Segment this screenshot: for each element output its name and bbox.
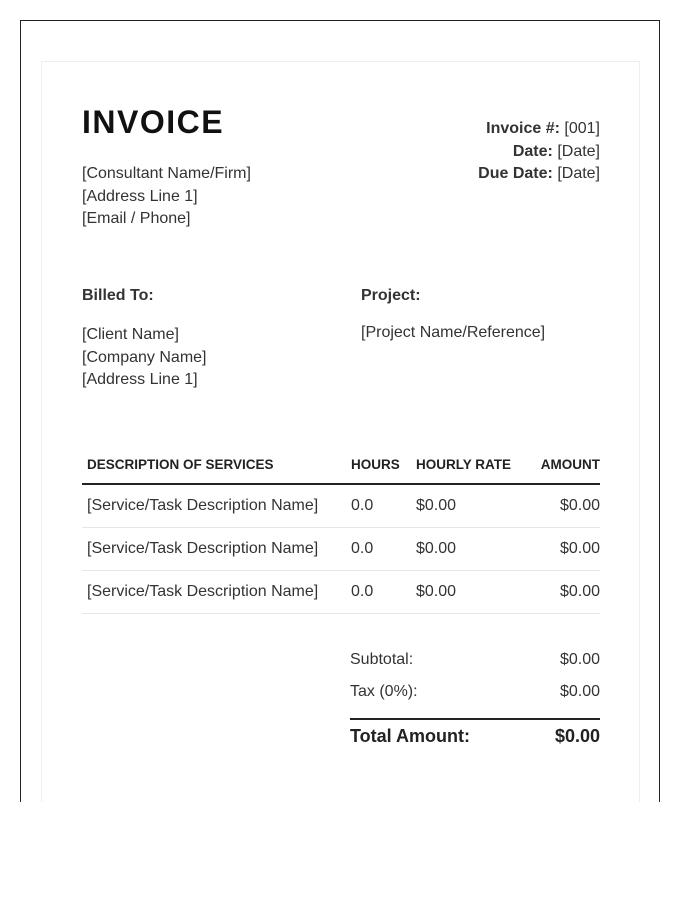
sender-contact: [Email / Phone] <box>82 210 191 227</box>
row-hours: 0.0 <box>351 484 416 528</box>
table-row <box>82 528 600 571</box>
total-row <box>350 726 600 747</box>
table-row <box>82 571 600 614</box>
invoice-meta <box>478 118 600 186</box>
sender-name: [Consultant Name/Firm] <box>82 165 251 182</box>
row-amount: $0.00 <box>528 528 600 571</box>
invoice-due-label: Due Date: <box>478 165 553 182</box>
client-block <box>82 324 207 392</box>
client-name: [Client Name] <box>82 326 179 343</box>
row-rate: $0.00 <box>416 484 528 528</box>
tax-row <box>350 676 600 708</box>
invoice-number-value: [001] <box>564 120 600 137</box>
table-header-row <box>82 446 600 484</box>
subtotal-label: Subtotal: <box>350 651 414 668</box>
row-hours: 0.0 <box>351 571 416 614</box>
invoice-due-value: [Date] <box>557 165 600 182</box>
totals-block <box>350 644 600 747</box>
table-row <box>82 484 600 528</box>
invoice-date-label: Date: <box>512 142 553 160</box>
row-description: [Service/Task Description Name] <box>82 571 351 614</box>
invoice-date-line <box>478 141 600 164</box>
billed-to-heading: Billed To: <box>82 287 154 304</box>
invoice-title: INVOICE <box>82 104 225 140</box>
tax-value: $0.00 <box>559 683 600 700</box>
client-address: [Address Line 1] <box>82 371 198 388</box>
tax-label: Tax (0%): <box>350 683 418 700</box>
row-description: [Service/Task Description Name] <box>82 484 351 528</box>
total-label: Total Amount: <box>350 726 470 746</box>
header-description: DESCRIPTION OF SERVICES <box>82 446 351 484</box>
invoice-number-line <box>478 118 600 141</box>
row-description: [Service/Task Description Name] <box>82 528 351 571</box>
header-rate: HOURLY RATE <box>416 446 528 484</box>
header-hours: HOURS <box>351 446 416 484</box>
row-amount: $0.00 <box>528 484 600 528</box>
services-table <box>82 446 600 614</box>
sender-address: [Address Line 1] <box>82 187 198 205</box>
subtotal-row <box>350 644 600 676</box>
project-heading: Project: <box>361 287 421 304</box>
row-rate: $0.00 <box>416 528 528 571</box>
invoice-due-line <box>478 163 600 186</box>
client-company: [Company Name] <box>82 348 207 366</box>
header-amount: AMOUNT <box>528 446 600 484</box>
invoice-date-value: [Date] <box>557 142 600 160</box>
sender-block <box>82 163 251 231</box>
row-rate: $0.00 <box>416 571 528 614</box>
row-hours: 0.0 <box>351 528 416 571</box>
row-amount: $0.00 <box>528 571 600 614</box>
subtotal-value: $0.00 <box>559 651 600 668</box>
project-name: [Project Name/Reference] <box>361 324 546 341</box>
total-value: $0.00 <box>554 726 600 746</box>
totals-divider <box>350 718 600 720</box>
invoice-number-label: Invoice #: <box>486 120 560 137</box>
